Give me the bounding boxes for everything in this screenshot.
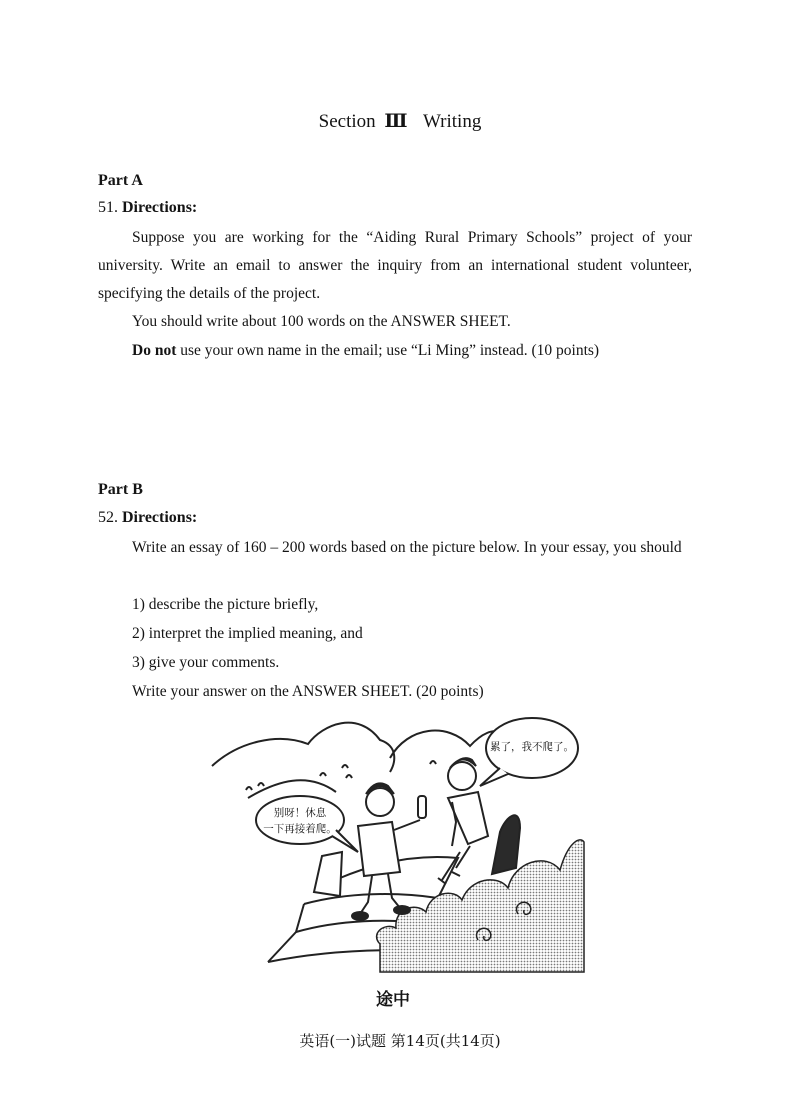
tired-hiker <box>438 758 520 884</box>
part-b-heading: Part B <box>98 481 143 498</box>
question-51-paragraph-3-rest: use your own name in the email; use “Li Ming” instead. (10 points) <box>176 342 600 359</box>
speech-bubble-left-line-2: 一下再接着爬。 <box>263 823 337 835</box>
speech-bubble-left-line-1: 别呀！休息 <box>273 807 327 819</box>
question-52-directions: Directions <box>122 509 192 526</box>
question-52-item-1: 1) describe the picture briefly, <box>132 596 319 613</box>
question-52-item-2: 2) interpret the implied meaning, and <box>132 625 363 642</box>
section-title <box>0 110 800 133</box>
section-title-word: Writing <box>422 111 482 132</box>
speech-bubble-right <box>480 718 578 786</box>
question-51-paragraph-1: Suppose you are working for the “Aiding Rural Primary Schools” project of your university. Write an email to answer the inquiry from an international student volunteer, specifying the details of the project. <box>98 229 692 302</box>
cartoon-caption: 途中 <box>376 990 410 1010</box>
page-footer: 英语(一)试题 第14页(共14页) <box>299 1032 501 1050</box>
question-51-number: 51. <box>98 199 118 216</box>
question-51-colon: : <box>191 199 198 216</box>
question-51-directions: Directions <box>122 199 192 216</box>
question-52-paragraph-1: Write an essay of 160 – 200 words based on the picture below. In your essay, you should <box>132 539 682 556</box>
question-52-number: 52. <box>98 509 118 526</box>
question-52-item-3: 3) give your comments. <box>132 654 280 671</box>
question-51-label <box>98 199 197 217</box>
section-title-roman: Ⅲ <box>384 111 407 132</box>
part-a-heading: Part A <box>98 172 143 189</box>
water-bottle-icon <box>418 796 426 818</box>
speech-bubble-left <box>256 796 358 852</box>
question-51-paragraph-2: You should write about 100 words on the ANSWER SHEET. <box>132 313 511 330</box>
question-52-closing: Write your answer on the ANSWER SHEET. (20 points) <box>132 683 484 700</box>
question-52-colon: : <box>191 509 198 526</box>
hiker-backpack-2 <box>314 852 342 896</box>
question-52-label <box>98 509 197 527</box>
cartoon-illustration <box>208 702 588 980</box>
hiker-backpack <box>492 815 520 874</box>
question-51-paragraph-3 <box>132 337 599 365</box>
section-title-prefix: Section <box>318 111 376 132</box>
speech-bubble-right-text: 累了，我不爬了。 <box>490 741 574 753</box>
question-51-do-not: Do not <box>132 342 177 359</box>
